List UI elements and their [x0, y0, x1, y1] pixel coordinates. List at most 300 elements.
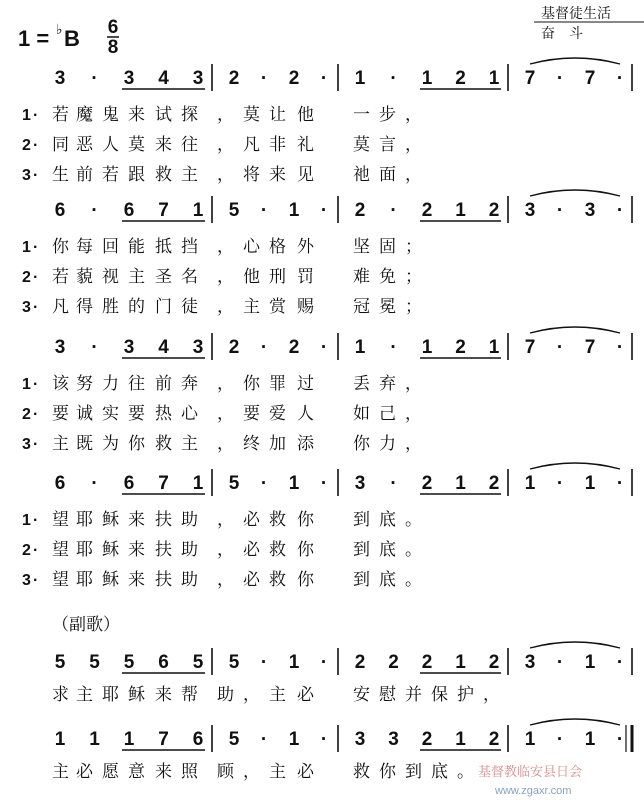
- note-2-3: 1: [455, 729, 466, 750]
- note-2-0: 3: [354, 729, 366, 750]
- note-0-1: ·: [91, 200, 98, 221]
- note-1-1: ·: [260, 200, 268, 221]
- note-3-1: ·: [556, 200, 564, 221]
- chorus-lyric-char: 来: [155, 762, 172, 782]
- lyric-line: [52, 104, 422, 125]
- lyric-char: 试: [155, 105, 172, 125]
- note-1-2: 2: [288, 68, 300, 89]
- chorus-lyric-char: 助: [217, 685, 234, 705]
- note-3-2: 3: [584, 200, 596, 221]
- lyric-char: 稣: [102, 570, 119, 590]
- verse-system-3: [22, 327, 632, 454]
- chorus-lyric-char: 稣: [128, 685, 145, 705]
- lyric-char: 救: [269, 510, 286, 530]
- lyric-char: ，: [217, 404, 234, 424]
- note-3-2: 1: [584, 729, 596, 750]
- chorus-lyric-char: 意: [128, 762, 145, 782]
- lyric-char: 来: [128, 540, 145, 560]
- chorus-lyric-char: 照: [181, 762, 198, 782]
- lyric-char: 。: [405, 540, 422, 560]
- lyric-char: ，: [405, 374, 422, 394]
- lyric-char: 耶: [76, 510, 93, 530]
- chorus-lyric-char: 求: [52, 685, 69, 705]
- chorus-label: （副歌）: [52, 615, 120, 635]
- note-1-3: ·: [320, 337, 328, 358]
- lyric-char: 。: [405, 570, 422, 590]
- verse-number: 3: [22, 299, 31, 316]
- lyric-char: 到: [353, 570, 370, 590]
- lyric-char: 到: [353, 540, 370, 560]
- lyric-char: 免: [379, 267, 396, 287]
- lyric-char: 稣: [102, 540, 119, 560]
- lyric-char: 人: [102, 135, 119, 155]
- chorus-lyric-char: 保: [431, 685, 448, 705]
- verse-dot: ·: [33, 239, 39, 256]
- lyric-char: 奔: [181, 374, 198, 394]
- lyric-char: 心: [243, 237, 260, 257]
- lyric-char: ，: [217, 434, 234, 454]
- lyric-char: 力: [379, 434, 396, 454]
- lyric-char: 步: [379, 105, 396, 125]
- chorus-lyric-char: 救: [353, 762, 370, 782]
- key-flat: ♭: [56, 22, 63, 38]
- lyric-char: 助: [181, 510, 198, 530]
- note-0-3: 7: [158, 473, 169, 494]
- note-0-0: 3: [54, 337, 66, 358]
- note-1-1: ·: [260, 473, 268, 494]
- verse-dot: ·: [33, 269, 39, 286]
- lyric-char: 弃: [379, 374, 396, 394]
- lyric-char: 来: [269, 165, 286, 185]
- lyric-char: 主: [52, 434, 69, 454]
- lyric-char: 跟: [128, 165, 145, 185]
- note-3-0: 1: [524, 473, 536, 494]
- note-3-3: ·: [616, 652, 624, 673]
- lyric-char: 非: [269, 135, 286, 155]
- note-2-3: 2: [455, 68, 466, 89]
- lyric-char: ，: [217, 165, 234, 185]
- lyric-char: 必: [243, 570, 260, 590]
- lyric-char: 到: [353, 510, 370, 530]
- note-1-3: ·: [320, 729, 328, 750]
- note-1-0: 2: [228, 337, 240, 358]
- lyric-char: 往: [128, 374, 145, 394]
- lyric-line: [52, 510, 422, 530]
- lyric-char: 助: [181, 570, 198, 590]
- note-2-4: 1: [488, 337, 500, 358]
- verse-system-1: [22, 58, 632, 185]
- note-3-0: 7: [524, 337, 536, 358]
- lyric-char: 的: [128, 297, 145, 317]
- lyric-char: 恶: [76, 135, 93, 155]
- lyric-char: 心: [181, 404, 198, 424]
- chorus-lyric-char: 主: [52, 762, 69, 782]
- lyric-char: 来: [128, 105, 145, 125]
- lyric-char: 救: [269, 570, 286, 590]
- note-0-4: 1: [192, 473, 204, 494]
- lyric-line: [52, 570, 422, 590]
- note-0-0: 1: [54, 729, 66, 750]
- lyric-char: 望: [52, 570, 69, 590]
- chorus-lyric-char: 主: [76, 685, 93, 705]
- lyric-char: 每: [76, 237, 93, 257]
- chorus-lyric-char: 护: [457, 685, 474, 705]
- note-3-3: ·: [616, 200, 624, 221]
- lyric-char: 得: [76, 297, 93, 317]
- lyric-char: 救: [155, 165, 172, 185]
- note-1-0: 2: [228, 68, 240, 89]
- note-2-3: 1: [455, 652, 466, 673]
- lyric-char: 前: [155, 374, 172, 394]
- lyric-char: 你: [243, 374, 260, 394]
- note-3-1: ·: [556, 652, 564, 673]
- note-1-2: 2: [288, 337, 300, 358]
- lyric-char: 力: [102, 374, 119, 394]
- note-1-1: ·: [260, 337, 268, 358]
- note-1-0: 5: [228, 473, 240, 494]
- note-2-1: ·: [390, 200, 397, 221]
- note-1-1: ·: [260, 729, 268, 750]
- lyric-line: [52, 237, 422, 257]
- note-1-3: ·: [320, 473, 328, 494]
- note-1-1: ·: [260, 68, 268, 89]
- note-2-4: 2: [488, 200, 500, 221]
- lyric-char: 扶: [155, 510, 172, 530]
- lyric-char: 主: [181, 165, 198, 185]
- chorus-lyric-char: 愿: [102, 762, 119, 782]
- lyric-char: 魔: [76, 105, 93, 125]
- note-2-2: 1: [421, 68, 433, 89]
- lyric-char: ，: [217, 135, 234, 155]
- note-1-0: 5: [228, 200, 240, 221]
- lyric-char: 凡: [52, 297, 69, 317]
- verse-dot: ·: [33, 542, 39, 559]
- note-0-3: 6: [158, 652, 169, 673]
- chorus-lyric-char: 安: [353, 685, 370, 705]
- verse-dot: ·: [33, 107, 39, 124]
- lyric-char: 鬼: [102, 105, 119, 125]
- lyric-char: 赏: [269, 297, 286, 317]
- lyric-char: ，: [405, 404, 422, 424]
- note-0-3: 7: [158, 729, 169, 750]
- verse-dot: ·: [33, 376, 39, 393]
- note-2-1: 2: [388, 652, 399, 673]
- note-2-3: 1: [455, 200, 466, 221]
- note-2-4: 2: [488, 729, 500, 750]
- note-0-3: 4: [158, 337, 169, 358]
- lyric-char: 过: [297, 374, 314, 394]
- lyric-char: 若: [52, 105, 69, 125]
- chorus-lyric-char: ，: [243, 762, 260, 782]
- lyric-char: 凡: [243, 135, 260, 155]
- note-2-1: ·: [390, 68, 397, 89]
- lyric-char: 将: [243, 165, 260, 185]
- tie: [530, 58, 620, 64]
- lyric-char: 往: [181, 135, 198, 155]
- note-3-3: ·: [616, 473, 624, 494]
- lyric-char: ，: [405, 434, 422, 454]
- lyric-char: ，: [217, 105, 234, 125]
- lyric-char: ，: [217, 540, 234, 560]
- lyric-char: 必: [243, 510, 260, 530]
- chorus-lyric-char: 主: [269, 762, 286, 782]
- note-2-4: 2: [488, 473, 500, 494]
- lyric-char: 难: [353, 267, 370, 287]
- lyric-char: 望: [52, 510, 69, 530]
- lyric-line: [52, 165, 422, 185]
- note-0-3: 4: [158, 68, 169, 89]
- note-1-2: 1: [288, 652, 300, 673]
- note-2-2: 2: [421, 652, 433, 673]
- note-3-2: 1: [584, 652, 596, 673]
- lyric-char: 外: [297, 237, 314, 257]
- note-0-1: 5: [89, 652, 100, 673]
- lyric-char: 来: [128, 510, 145, 530]
- note-1-1: ·: [260, 652, 268, 673]
- verse-number: 1: [22, 376, 31, 393]
- lyric-char: 面: [379, 165, 396, 185]
- lyric-char: 言: [379, 135, 396, 155]
- chorus-lyric-char: 主: [269, 685, 286, 705]
- lyric-char: 固: [379, 237, 396, 257]
- lyric-char: 冕: [379, 297, 396, 317]
- note-0-1: 1: [89, 729, 100, 750]
- verse-number: 1: [22, 239, 31, 256]
- author-label: 奋 斗: [541, 26, 583, 42]
- lyric-char: 赐: [297, 297, 314, 317]
- note-2-0: 1: [354, 68, 366, 89]
- lyric-line: [52, 267, 422, 287]
- lyric-char: 人: [297, 404, 314, 424]
- lyric-line: [52, 297, 422, 317]
- lyric-char: 一: [353, 105, 370, 125]
- note-0-0: 3: [54, 68, 66, 89]
- lyric-char: 为: [102, 434, 119, 454]
- note-3-1: ·: [556, 729, 564, 750]
- note-2-3: 2: [455, 337, 466, 358]
- note-0-1: ·: [91, 68, 98, 89]
- note-0-2: 3: [123, 68, 135, 89]
- verse-number: 2: [22, 542, 31, 559]
- note-1-2: 1: [288, 200, 300, 221]
- time-signature: [107, 17, 119, 58]
- note-2-0: 3: [354, 473, 366, 494]
- lyric-char: 胜: [102, 297, 119, 317]
- lyric-char: 望: [52, 540, 69, 560]
- note-3-0: 7: [524, 68, 536, 89]
- note-1-2: 1: [288, 729, 300, 750]
- note-0-4: 5: [192, 652, 204, 673]
- lyric-char: 生: [52, 165, 69, 185]
- lyric-char: 刑: [269, 267, 286, 287]
- lyric-char: 罪: [269, 374, 286, 394]
- lyric-line: [52, 135, 422, 155]
- lyric-char: 要: [128, 404, 145, 424]
- lyric-char: 底: [379, 540, 396, 560]
- lyric-char: 名: [181, 267, 198, 287]
- note-0-1: ·: [91, 337, 98, 358]
- chorus-lyric-char: 必: [297, 762, 314, 782]
- lyric-char: 视: [102, 267, 119, 287]
- note-3-3: ·: [616, 729, 624, 750]
- lyric-char: 底: [379, 570, 396, 590]
- verse-dot: ·: [33, 572, 39, 589]
- chorus-lyric-line: [52, 762, 474, 782]
- lyric-char: 莫: [353, 135, 370, 155]
- time-bottom: 8: [107, 37, 119, 58]
- note-1-0: 5: [228, 652, 240, 673]
- lyric-char: 他: [243, 267, 260, 287]
- lyric-char: 耶: [76, 540, 93, 560]
- lyric-char: 藐: [76, 267, 93, 287]
- lyric-char: 救: [269, 540, 286, 560]
- note-0-0: 6: [54, 473, 66, 494]
- note-0-1: ·: [91, 473, 98, 494]
- note-2-3: 1: [455, 473, 466, 494]
- note-1-3: ·: [320, 68, 328, 89]
- lyric-char: 你: [128, 434, 145, 454]
- lyric-char: ，: [217, 237, 234, 257]
- note-2-4: 1: [488, 68, 500, 89]
- note-2-1: ·: [390, 473, 397, 494]
- note-0-4: 3: [192, 68, 204, 89]
- lyric-line: [52, 434, 422, 454]
- lyric-char: 加: [269, 434, 286, 454]
- chorus-lyric-char: 必: [297, 685, 314, 705]
- lyric-char: 扶: [155, 540, 172, 560]
- lyric-char: 莫: [243, 105, 260, 125]
- lyric-char: 主: [128, 267, 145, 287]
- lyric-char: ，: [217, 570, 234, 590]
- note-0-4: 6: [192, 729, 204, 750]
- chorus-lyric-char: 。: [457, 762, 474, 782]
- verse-number: 3: [22, 167, 31, 184]
- note-1-3: ·: [320, 200, 328, 221]
- verse-dot: ·: [33, 167, 39, 184]
- lyric-char: 爱: [269, 404, 286, 424]
- chorus-lyric-char: 顾: [217, 762, 234, 782]
- lyric-char: 如: [353, 404, 370, 424]
- key-prefix: 1 =: [18, 26, 50, 51]
- lyric-char: 底: [379, 510, 396, 530]
- lyric-char: 丢: [353, 374, 370, 394]
- lyric-char: 你: [297, 540, 314, 560]
- note-0-2: 6: [123, 200, 135, 221]
- verse-number: 2: [22, 137, 31, 154]
- lyric-char: 坚: [353, 237, 370, 257]
- tie: [530, 190, 620, 196]
- verse-number: 2: [22, 269, 31, 286]
- lyric-char: 诚: [76, 404, 93, 424]
- chorus-lyric-char: 来: [155, 685, 172, 705]
- lyric-char: 必: [243, 540, 260, 560]
- lyric-char: 他: [297, 105, 314, 125]
- lyric-char: 若: [52, 267, 69, 287]
- chorus-lyric-char: ，: [243, 685, 260, 705]
- lyric-char: ，: [217, 267, 234, 287]
- watermark-url: www.zgaxr.com: [495, 785, 572, 797]
- tie: [530, 327, 620, 333]
- key-note: B: [64, 26, 80, 51]
- lyric-char: ；: [405, 267, 422, 287]
- note-0-4: 3: [192, 337, 204, 358]
- note-3-0: 3: [524, 652, 536, 673]
- lyric-char: 莫: [128, 135, 145, 155]
- lyric-char: 实: [102, 404, 119, 424]
- note-3-0: 3: [524, 200, 536, 221]
- lyric-line: [52, 540, 422, 560]
- note-1-2: 1: [288, 473, 300, 494]
- lyric-char: 圣: [155, 267, 172, 287]
- lyric-char: 你: [353, 434, 370, 454]
- lyric-char: ，: [217, 374, 234, 394]
- lyric-char: 探: [181, 105, 198, 125]
- note-1-0: 5: [228, 729, 240, 750]
- lyric-char: 努: [76, 374, 93, 394]
- note-3-2: 7: [584, 337, 596, 358]
- verse-number: 3: [22, 436, 31, 453]
- lyric-char: 来: [155, 135, 172, 155]
- lyric-char: 稣: [102, 510, 119, 530]
- verse-number: 3: [22, 572, 31, 589]
- note-2-2: 2: [421, 473, 433, 494]
- note-0-2: 5: [123, 652, 135, 673]
- lyric-char: 徒: [181, 297, 198, 317]
- note-2-0: 1: [354, 337, 366, 358]
- lyric-line: [52, 374, 422, 394]
- score-body: [22, 58, 632, 782]
- note-2-0: 2: [354, 200, 366, 221]
- note-2-1: 3: [388, 729, 399, 750]
- lyric-line: [52, 404, 422, 424]
- chorus-lyric-char: 底: [431, 762, 448, 782]
- verse-dot: ·: [33, 512, 39, 529]
- chorus-lyric-char: 慰: [379, 685, 396, 705]
- note-2-2: 2: [421, 729, 433, 750]
- lyric-char: 。: [405, 510, 422, 530]
- lyric-char: 要: [52, 404, 69, 424]
- note-0-0: 6: [54, 200, 66, 221]
- note-2-2: 1: [421, 337, 433, 358]
- tie: [530, 719, 620, 725]
- verse-dot: ·: [33, 436, 39, 453]
- lyric-char: 主: [243, 297, 260, 317]
- lyric-char: 既: [76, 434, 93, 454]
- tie: [530, 463, 620, 469]
- note-0-0: 5: [54, 652, 66, 673]
- lyric-char: 前: [76, 165, 93, 185]
- note-3-1: ·: [556, 337, 564, 358]
- lyric-char: 礼: [297, 135, 314, 155]
- lyric-char: ；: [405, 237, 422, 257]
- lyric-char: 回: [102, 237, 119, 257]
- lyric-char: 救: [155, 434, 172, 454]
- lyric-char: 要: [243, 404, 260, 424]
- verse-system-2: [22, 190, 632, 317]
- chorus-lyric-char: 到: [405, 762, 422, 782]
- note-3-0: 1: [524, 729, 536, 750]
- chorus-lyric-char: 帮: [181, 685, 198, 705]
- note-3-3: ·: [616, 68, 624, 89]
- watermark: [478, 764, 582, 797]
- chorus-lyric-char: 耶: [102, 685, 119, 705]
- lyric-char: 添: [297, 434, 314, 454]
- note-2-1: ·: [390, 337, 397, 358]
- lyric-char: 该: [52, 374, 69, 394]
- lyric-char: 罚: [297, 267, 314, 287]
- time-top: 6: [107, 17, 119, 38]
- note-0-3: 7: [158, 200, 169, 221]
